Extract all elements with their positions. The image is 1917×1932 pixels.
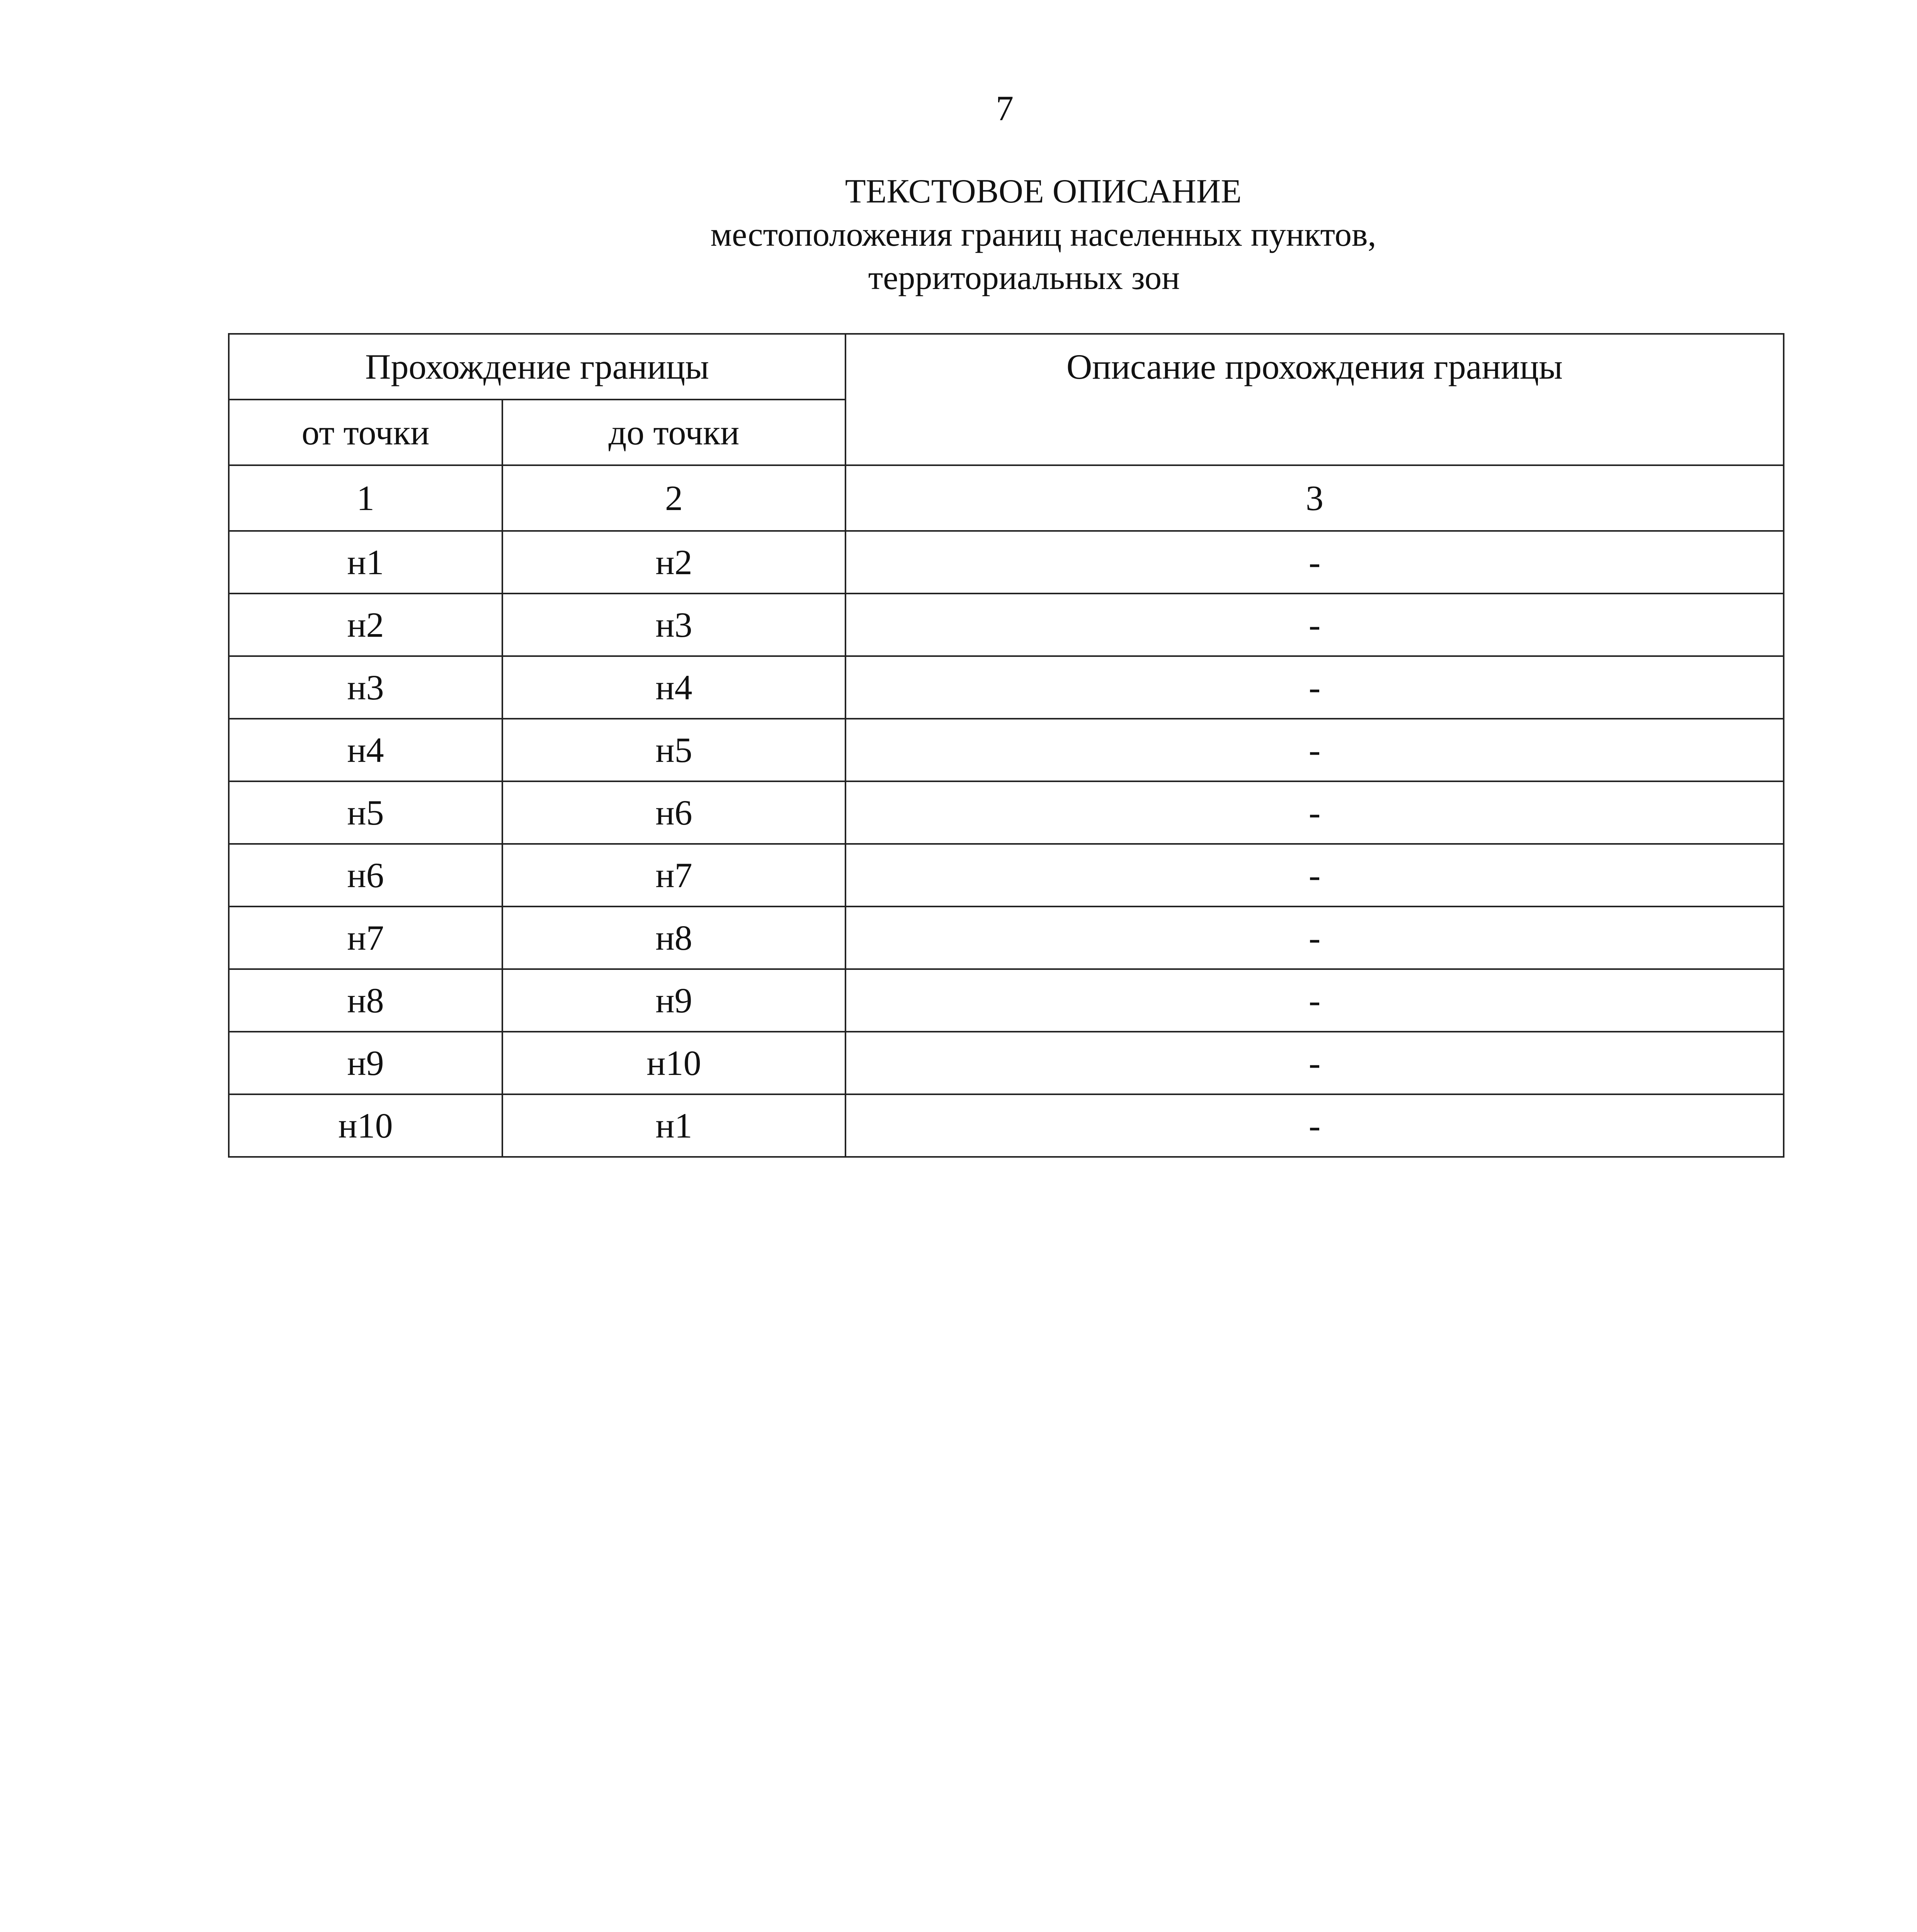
cell-description: -: [845, 1094, 1784, 1157]
header-boundary-description: Описание прохождения границы: [845, 334, 1784, 465]
cell-from-point: н5: [229, 781, 502, 844]
table-row: [229, 1032, 1784, 1094]
boundary-description-table: [228, 333, 1784, 1158]
cell-from-point: н8: [229, 969, 502, 1032]
column-number-1: 1: [229, 465, 502, 531]
title-subtitle-line2: территориальных зон: [868, 259, 1180, 297]
table-row: [229, 594, 1784, 656]
column-number-2: 2: [502, 465, 845, 531]
cell-description: -: [845, 781, 1784, 844]
cell-description: -: [845, 969, 1784, 1032]
cell-to-point: н8: [502, 906, 845, 969]
table-header-row-1: [229, 334, 1784, 400]
cell-from-point: н2: [229, 594, 502, 656]
cell-to-point: н7: [502, 844, 845, 906]
cell-from-point: н10: [229, 1094, 502, 1157]
cell-to-point: н5: [502, 719, 845, 781]
cell-to-point: н9: [502, 969, 845, 1032]
cell-to-point: н6: [502, 781, 845, 844]
table-row: [229, 656, 1784, 719]
cell-description: -: [845, 594, 1784, 656]
table-row: [229, 719, 1784, 781]
cell-to-point: н3: [502, 594, 845, 656]
page-number: 7: [996, 88, 1014, 128]
table-row: [229, 969, 1784, 1032]
table-row: [229, 906, 1784, 969]
cell-description: -: [845, 719, 1784, 781]
table-column-number-row: [229, 465, 1784, 531]
column-number-3: 3: [845, 465, 1784, 531]
header-to-point: до точки: [502, 400, 845, 465]
cell-to-point: н1: [502, 1094, 845, 1157]
cell-description: -: [845, 906, 1784, 969]
cell-to-point: н2: [502, 531, 845, 594]
header-from-point: от точки: [229, 400, 502, 465]
header-boundary-passage: Прохождение границы: [229, 334, 845, 400]
cell-from-point: н1: [229, 531, 502, 594]
title-heading: ТЕКСТОВОЕ ОПИСАНИЕ: [845, 173, 1242, 210]
cell-description: -: [845, 844, 1784, 906]
cell-from-point: н4: [229, 719, 502, 781]
table-row: [229, 531, 1784, 594]
document-title: [464, 170, 1623, 300]
cell-description: -: [845, 531, 1784, 594]
cell-to-point: н4: [502, 656, 845, 719]
cell-description: -: [845, 656, 1784, 719]
cell-to-point: н10: [502, 1032, 845, 1094]
table-row: [229, 844, 1784, 906]
table-row: [229, 1094, 1784, 1157]
cell-from-point: н6: [229, 844, 502, 906]
cell-from-point: н9: [229, 1032, 502, 1094]
cell-from-point: н3: [229, 656, 502, 719]
title-subtitle-line1: местоположения границ населенных пунктов,: [710, 216, 1376, 253]
cell-from-point: н7: [229, 906, 502, 969]
cell-description: -: [845, 1032, 1784, 1094]
table-row: [229, 781, 1784, 844]
